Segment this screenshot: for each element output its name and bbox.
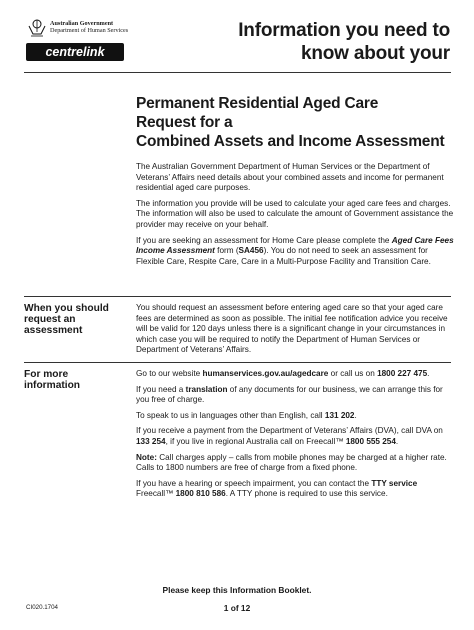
header-divider (24, 72, 451, 73)
website-link[interactable]: humanservices.gov.au/agedcare (202, 369, 329, 378)
languages-paragraph: To speak to us in languages other than English, call 131 202. (136, 410, 357, 420)
page-number: 1 of 12 (223, 603, 251, 613)
form-code-footer: CI020.1704 (26, 604, 58, 611)
note-paragraph: Note: Call charges apply – calls from mobile phones may be charged at a higher rate. Calls to 1800 numbers are free of charge from a fixed phone. (136, 452, 447, 473)
form-title: Permanent Residential Aged Care Request for a Combined Assets and Income Assessment (136, 95, 445, 150)
intro-paragraph: The Australian Government Department of Human Services or the Department of Veterans’ Affairs need details about your combined assets and income for permanent residential aged care purposes. (136, 162, 444, 193)
section-divider (24, 296, 451, 297)
intro-paragraph: The information you provide will be used to calculate your aged care fees and charges. The information will also be used to calculate the amount of Government assistance the provider may receive on your behalf. (136, 198, 454, 229)
coat-of-arms-icon (26, 18, 48, 38)
more-info-section (136, 369, 454, 505)
department-name: Department of Human Services (50, 27, 129, 34)
tty-paragraph: If you have a hearing or speech impairment, you can contact the TTY service Freecall™ 1800 810 586. A TTY phone is required to use this service. (136, 478, 418, 499)
section-divider (24, 362, 451, 363)
more-info-heading: For more information (24, 369, 81, 391)
form-code: SA456 (238, 246, 264, 256)
when-heading: When you should request an assessment (24, 303, 109, 336)
centrelink-logo: centrelink (26, 43, 124, 61)
when-paragraph: You should request an assessment before entering aged care so that your aged care fees are determined as soon as possible. The initial fee notification advice you receive will be valid for 120 days unless there is a significant change in your circumstances in which case you will be required to notify the Department of Human Services or Department of Veterans’ Affairs. (136, 303, 448, 355)
intro-paragraph: If you are seeking an assessment for Home Care please complete the Aged Care Fees Income Assessment form (SA456). You do not need to seek an assessment for Flexible Care, Respite Care, Care in a Multi-Purpose Facility and Transition Care. (136, 235, 454, 266)
website-paragraph: Go to our website humanservices.gov.au/agedcare or call us on 1800 227 475. (136, 369, 430, 378)
header-title: Information you need to know about your (238, 20, 450, 64)
phone-number: 1800 810 586 (175, 489, 226, 499)
form-name: Aged Care Fees Income Assessment (136, 235, 454, 256)
when-section (136, 303, 454, 361)
dva-paragraph: If you receive a payment from the Department of Veterans’ Affairs (DVA), call DVA on 133 254, if you live in regional Australia call on Freecall™ 1800 555 254. (136, 426, 443, 446)
gov-name: Australian Government (50, 20, 114, 27)
phone-number: 131 202 (324, 410, 355, 420)
phone-number: 1800 555 254 (345, 436, 396, 446)
phone-number: 1800 227 475 (377, 369, 428, 378)
intro-section (136, 162, 454, 272)
government-logo (26, 18, 136, 40)
keep-booklet-note: Please keep this Information Booklet. (162, 585, 312, 595)
phone-number: 133 254 (136, 436, 166, 446)
translation-paragraph: If you need a translation of any documents for our business, we can arrange this for you free of charge. (136, 384, 443, 405)
